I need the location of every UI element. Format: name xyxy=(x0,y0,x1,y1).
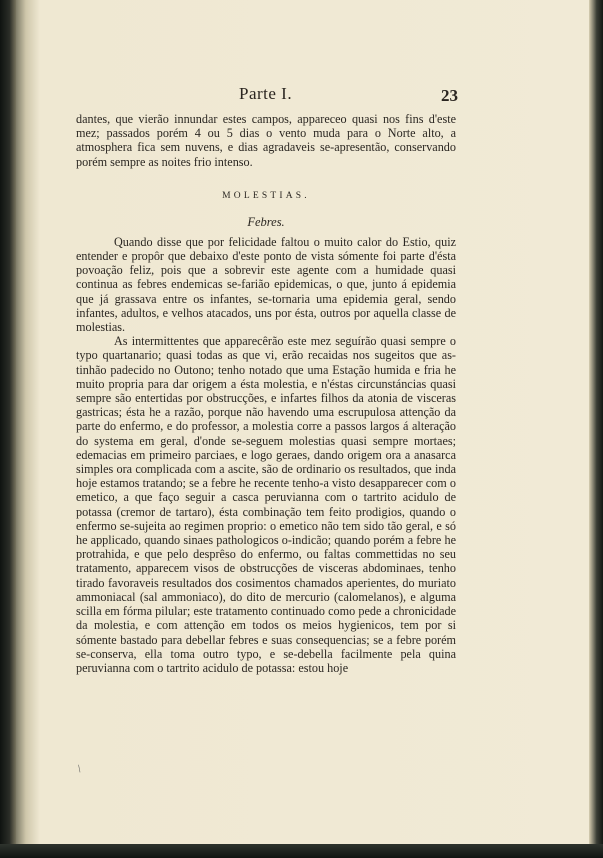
bottom-scan-edge xyxy=(0,844,603,858)
right-scan-edge xyxy=(589,0,603,858)
paragraph-2: As intermittentes que apparecêrão este mez seguírão quasi sempre o typo quartanario; quasi todas as que vi, erão recaidas nos sugeitos que as-tinhão padecido no Outono; tenho notado que uma Estação humida e fria he muito propria para dar origem a ésta molestia, e n'éstas circunstáncias quasi sempre são entertidas por obstrucções, e infartes filhos da atonia de visceras gastricas; ésta he a razão, porque não havendo uma escrupulosa attenção da parte do enfermo, e do professor, a molestia corre a passos largos á alteração do systema em geral, d'onde se-seguem molestias quasi sempre mortaes; edemacias em primeiro parciaes, e logo geraes, dando origem ora a anasarca simples ora complicada com a ascite, são de ordinario os resultados, que inda hoje estamos tratando; se a febre he recente tenho-a visto desapparecer com o emetico, a que faço seguir a casca peruvianna com o tartrito acidulo de potassa (cremor de tartaro), ésta combinação tem feito prodigios, quando o enfermo se-sujeita ao regimen proprio: o emetico não tem sido tão geral, e só he applicado, quando sinaes pathologicos o-indicão; quando porém a febre he protrahida, e que pelo desprêso do enfermo, ou faltas commettidas no seu tratamento, apparecem visos de obstrucções de visceras abdominaes, tenho tirado favoraveis resultados dos cosimentos chamados aperientes, do muriato ammoniacal (sal ammoniaco), do dito de mercurio (calomelanos), e alguma scilla em fórma pilular; este tratamento continuado como pede a chronicidade da molestia, e com attenção em todos os meios hygienicos, tem por si sómente bastado para debellar febres e suas consequencias; se a febre porém se-conserva, ella toma outro typo, e se-debella facilmente pela quina peruvianna com o tartrito acidulo de potassa: estou hoje xyxy=(76,334,456,675)
binding-shadow xyxy=(0,0,16,858)
running-head: Parte I. xyxy=(239,84,293,103)
page-body xyxy=(76,112,456,675)
paragraph-1: Quando disse que por felicidade faltou o muito calor do Estio, quiz entender e propôr que debaixo d'este ponto de vista sómente foi parte d'ésta povoação feliz, pois que a sobrevir este agente com a humidade quasi continua as febres endemicas se-farião epidemicas, o que, junto á epidemia que já grassava entre os infantes, se-tornaria uma epidemia geral, sendo infantes, adultos, e velhos atacados, uns por ésta, outros por aquella classe de molestias. xyxy=(76,234,456,335)
page-number: 23 xyxy=(441,86,458,105)
page-header xyxy=(76,84,456,108)
subsection-title: Febres. xyxy=(247,214,285,229)
section-title: MOLESTIAS. xyxy=(222,190,310,201)
intro-paragraph: dantes, que vierão innundar estes campos, appareceo quasi nos fins d'este mez; passados porém 4 ou 5 dias o vento muda para o Norte alto, a atmosphera fica sem nuvens, e dias agradaveis se-apresentão, conservando porém sempre as noites frio intenso. xyxy=(76,112,456,169)
pencil-mark: / xyxy=(75,763,84,775)
